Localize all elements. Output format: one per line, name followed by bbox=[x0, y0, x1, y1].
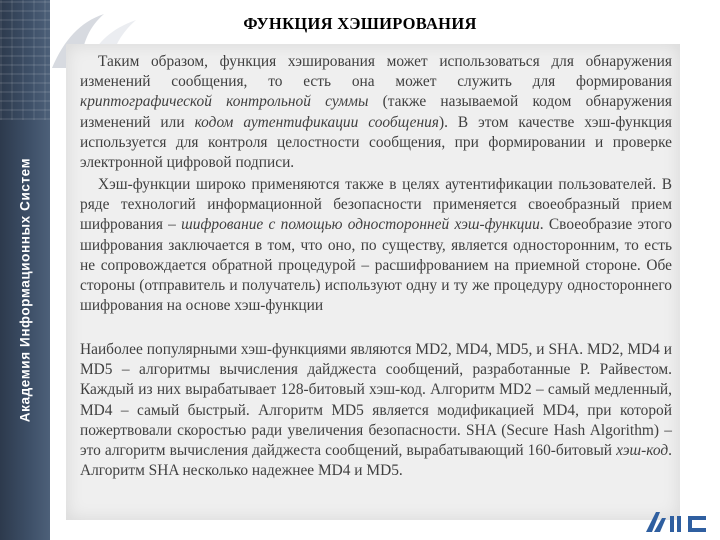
paragraph-popular-hash-functions: Наиболее популярными хэш-функциями являются MD2, MD4, MD5, и SHA. MD2, MD4 и MD5 – алгоритмы вычисления дайджеста сообщений, разработанные Р. Райвестом. Каждый из них вырабатывает 128-битовый хэш-код. Алгоритм MD2 – самый медленный, MD4 – самый быстрый. Алгоритм MD5 является модификацией MD4, при которой пожертвовали скоростью ради увеличения безопасности. SHA (Secure Hash Algorithm) – это алгоритм вычисления дайджеста сообщений, вырабатывающий 160-битовый хэш-код. Алгоритм SHA несколько надежнее MD4 и MD5. bbox=[80, 341, 672, 480]
paragraph-hash-integrity: Таким образом, функция хэширования может использоваться для обнаружения изменений сообщения, то есть она может служить для формирования криптографической контрольной суммы (также называемой кодом обнаружения изменений или кодом аутентификации сообщения). В этом качестве хэш-функция используется для контроля целостности сообщения, при формировании и проверке электронной цифровой подписи. bbox=[80, 53, 672, 172]
sidebar-academy-name: Академия Информационных Систем bbox=[17, 157, 33, 423]
sidebar bbox=[0, 0, 50, 540]
paragraph-hash-authentication: Хэш-функции широко применяются также в целях аутентификации пользователей. В ряде технологий информационной безопасности применяется своеобразный прием шифрования – шифрование с помощью односторонней хэш-функции. Своеобразие этого шифрования заключается в том, что оно, по существу, является односторонним, то есть не сопровождается обратной процедурой – расшифрованием на приемной стороне. Обе стороны (отправитель и получатель) используют одну и ту же процедуру одностороннего шифрования на основе хэш-функции bbox=[80, 176, 672, 315]
aic-logo-icon bbox=[644, 508, 708, 534]
document-scan bbox=[66, 44, 680, 520]
slide-title: ФУНКЦИЯ ХЭШИРОВАНИЯ bbox=[243, 14, 477, 33]
